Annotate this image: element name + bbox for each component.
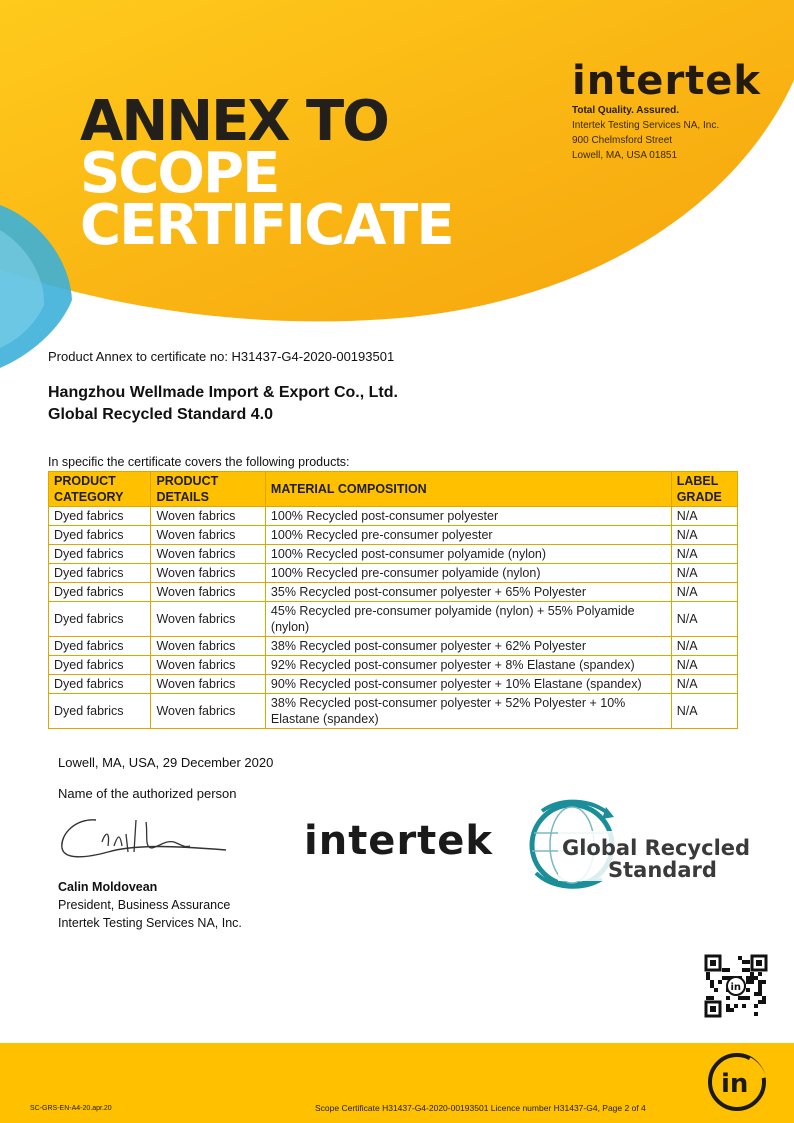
header-address [572,103,719,163]
products-table [48,471,738,729]
cell-material-composition: 38% Recycled post-consumer polyester + 62% Polyester [265,637,671,656]
intertek-logo-text: intertek [572,58,762,104]
cell-material-composition: 45% Recycled pre-consumer polyamide (nylon) + 55% Polyamide (nylon) [265,602,671,637]
table-row [49,545,738,564]
place-date: Lowell, MA, USA, 29 December 2020 [58,755,274,770]
cell-product-category: Dyed fabrics [49,675,151,694]
cell-product-details: Woven fabrics [151,675,265,694]
cell-product-details: Woven fabrics [151,656,265,675]
cell-product-category: Dyed fabrics [49,507,151,526]
cell-material-composition: 90% Recycled post-consumer polyester + 10% Elastane (spandex) [265,675,671,694]
standard-name: Global Recycled Standard 4.0 [48,406,273,423]
footer-form-code: SC-GRS-EN-A4-20.apr.20 [30,1105,112,1112]
cell-label-grade: N/A [671,656,737,675]
grs-logo [522,793,751,893]
authorized-person-label: Name of the authorized person [58,786,237,801]
intertek-logo [286,800,494,880]
cell-product-category: Dyed fabrics [49,545,151,564]
cell-label-grade: N/A [671,637,737,656]
cell-product-details: Woven fabrics [151,526,265,545]
signer-block [58,878,242,932]
table-row [49,675,738,694]
title-line-1: ANNEX TO [80,89,388,154]
table-row [49,656,738,675]
tagline: Total Quality. Assured. [572,105,680,116]
covers-text: In specific the certificate covers the following products: [48,455,350,469]
company-name: Hangzhou Wellmade Import & Export Co., Ltd. [48,384,398,401]
grs-text-1: Global Recycled [562,836,751,860]
cell-material-composition: 92% Recycled post-consumer polyester + 8% Elastane (spandex) [265,656,671,675]
cell-product-details: Woven fabrics [151,602,265,637]
title-line-3: CERTIFICATE [80,193,453,258]
table-body [49,507,738,729]
cell-label-grade: N/A [671,545,737,564]
signer-title: President, Business Assurance [58,898,231,912]
cell-product-category: Dyed fabrics [49,583,151,602]
cell-product-category: Dyed fabrics [49,656,151,675]
title-line-2: SCOPE [80,141,279,206]
cell-product-category: Dyed fabrics [49,526,151,545]
cell-label-grade: N/A [671,694,737,729]
cell-product-category: Dyed fabrics [49,564,151,583]
cell-label-grade: N/A [671,526,737,545]
svg-text:in: in [721,1069,749,1099]
header-material-composition: MATERIAL COMPOSITION [265,472,671,507]
intertek-logo-text: intertek [304,818,494,864]
signer-company: Intertek Testing Services NA, Inc. [58,916,242,930]
cell-material-composition: 38% Recycled post-consumer polyester + 52% Polyester + 10% Elastane (spandex) [265,694,671,729]
cell-product-details: Woven fabrics [151,507,265,526]
address-line-2: 900 Chelmsford Street [572,135,673,146]
cell-product-details: Woven fabrics [151,583,265,602]
table-header-row [49,472,738,507]
table-row [49,507,738,526]
cell-product-details: Woven fabrics [151,564,265,583]
cell-product-category: Dyed fabrics [49,637,151,656]
table-row [49,564,738,583]
table-row [49,526,738,545]
footer-page-info: Scope Certificate H31437-G4-2020-00193501 Licence number H31437-G4, Page 2 of 4 [315,1103,646,1113]
signature-image [56,812,236,864]
cell-product-category: Dyed fabrics [49,602,151,637]
address-line-1: Intertek Testing Services NA, Inc. [572,120,720,131]
cell-product-details: Woven fabrics [151,637,265,656]
address-line-3: Lowell, MA, USA 01851 [572,150,678,161]
cell-label-grade: N/A [671,602,737,637]
cell-label-grade: N/A [671,507,737,526]
grs-text-2: Standard [608,858,717,882]
certificate-number-line: Product Annex to certificate no: H31437-G4-2020-00193501 [48,349,395,364]
cell-label-grade: N/A [671,564,737,583]
header-product-details: PRODUCT DETAILS [151,472,265,507]
cell-material-composition: 100% Recycled pre-consumer polyester [265,526,671,545]
cell-material-composition: 100% Recycled post-consumer polyester [265,507,671,526]
signer-name: Calin Moldovean [58,880,158,894]
cell-label-grade: N/A [671,583,737,602]
table-row [49,694,738,729]
cell-product-details: Woven fabrics [151,694,265,729]
svg-text:in: in [730,982,742,993]
table-row [49,637,738,656]
qr-code-icon [705,955,767,1017]
header-product-category: PRODUCT CATEGORY [49,472,151,507]
cell-material-composition: 100% Recycled pre-consumer polyamide (nylon) [265,564,671,583]
cell-product-details: Woven fabrics [151,545,265,564]
header-label-grade: LABEL GRADE [671,472,737,507]
document-title [80,89,453,258]
table-row [49,583,738,602]
company-block [48,382,398,426]
cell-label-grade: N/A [671,675,737,694]
table-row [49,602,738,637]
cell-material-composition: 100% Recycled post-consumer polyamide (nylon) [265,545,671,564]
cell-material-composition: 35% Recycled post-consumer polyester + 65% Polyester [265,583,671,602]
intertek-in-icon [707,1052,767,1112]
cell-product-category: Dyed fabrics [49,694,151,729]
intertek-logo [570,58,762,104]
